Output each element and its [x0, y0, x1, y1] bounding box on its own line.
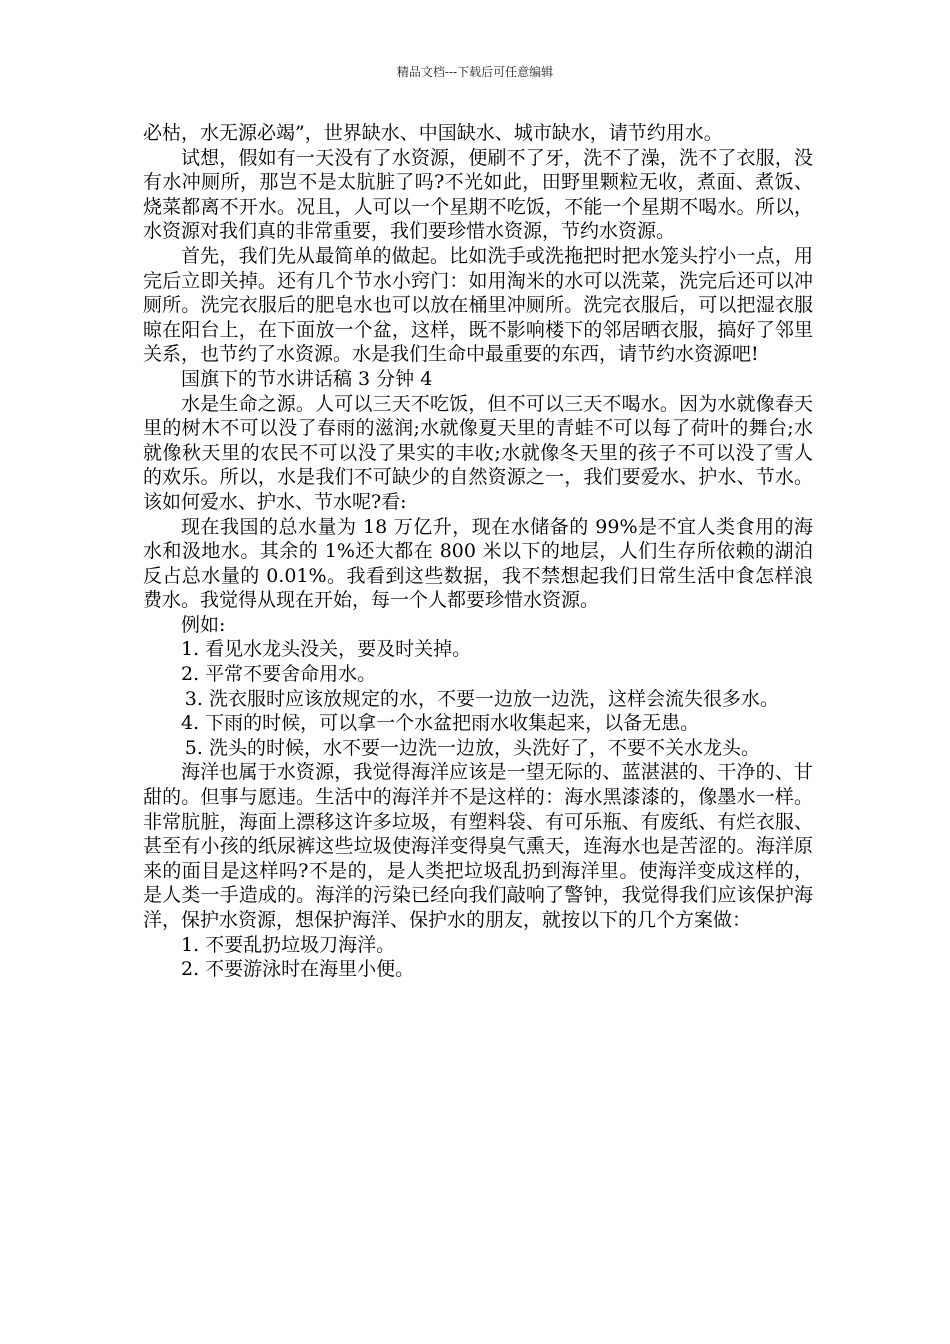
paragraph-example-label: 例如:	[181, 613, 226, 636]
list-item: 3. 洗衣服时应该放规定的水，不要一边放一边洗，这样会流失很多水。	[184, 687, 779, 710]
list-item: 4. 下雨的时候，可以拿一个水盆把雨水收集起来，以备无患。	[181, 712, 700, 735]
paragraph-source-of-life: 水是生命之源。人可以三天不吃饭，但不可以三天不喝水。因为水就像春天里的树木不可以没了春雨的滋润;水就像夏天里的青蛙不可以每了荷叶的舞台;水就像秋天里的农民不可以没了果实的丰收;水就像冬天里的孩子不可以没了雪人的欢乐。所以，水是我们不可缺少的自然资源之一，我们要爱水、护水、节水。该如何爱水、护水、节水呢?看:	[143, 392, 813, 513]
paragraph-imagine: 试想，假如有一天没有了水资源，便刷不了牙，洗不了澡，洗不了衣服，没有水冲厕所，那岂不是太肮脏了吗?不光如此，田野里颗粒无收，煮面、煮饭、烧菜都离不开水。况且，人可以一个星期不吃饭，不能一个星期不喝水。所以，水资源对我们真的非常重要，我们要珍惜水资源，节约水资源。	[143, 146, 813, 243]
section-title: 国旗下的节水讲话稿 3 分钟 4	[181, 367, 433, 390]
paragraph-first: 首先，我们先从最简单的做起。比如洗手或洗拖把时把水笼头拧小一点，用完后立即关掉。还有几个节水小窍门：如用淘米的水可以洗菜，洗完后还可以冲厕所。洗完衣服后的肥皂水也可以放在桶里冲厕所。洗完衣服后，可以把湿衣服晾在阳台上，在下面放一个盆，这样，既不影响楼下的邻居晒衣服，搞好了邻里关系，也节约了水资源。水是我们生命中最重要的东西，请节约水资源吧!	[143, 244, 813, 366]
list-item: 1. 不要乱扔垃圾刀海洋。	[181, 933, 396, 956]
list-item: 2. 不要游泳时在海里小便。	[181, 958, 415, 981]
paragraph-intro: 必枯，水无源必竭”，世界缺水、中国缺水、城市缺水，请节约用水。	[143, 122, 723, 144]
list-item: 2. 平常不要舍命用水。	[181, 663, 377, 686]
paragraph-statistics: 现在我国的总水量为 18 万亿升，现在水储备的 99%是不宜人类食用的海水和汲地水。其余的 1%还大都在 800 米以下的地层，人们生存所依赖的湖泊反占总水量的 0.01%。我看到这些数据，我不禁想起我们日常生活中食怎样浪费水。我觉得从现在开始，每一个人都要珍惜水资源。	[143, 515, 813, 612]
list-item: 5. 洗头的时候，水不要一边洗一边放，头洗好了，不要不关水龙头。	[184, 736, 760, 759]
list-item: 1. 看见水龙头没关，要及时关掉。	[181, 638, 472, 661]
page-header: 精品文档---下载后可任意编辑	[396, 65, 554, 79]
paragraph-ocean: 海洋也属于水资源，我觉得海洋应该是一望无际的、蓝湛湛的、干净的、甘甜的。但事与愿违。生活中的海洋并不是这样的：海水黑漆漆的，像墨水一样。非常肮脏，海面上漂移这许多垃圾，有塑料袋、有可乐瓶、有废纸、有烂衣服、甚至有小孩的纸尿裤这些垃圾使海洋变得臭气熏天，连海水也是苦涩的。海洋原来的面目是这样吗?不是的，是人类把垃圾乱扔到海洋里。使海洋变成这样的，是人类一手造成的。海洋的污染已经向我们敲响了警钟，我觉得我们应该保护海洋，保护水资源，想保护海洋、保护水的朋友，就按以下的几个方案做：	[143, 761, 813, 931]
document-body	[143, 121, 813, 982]
